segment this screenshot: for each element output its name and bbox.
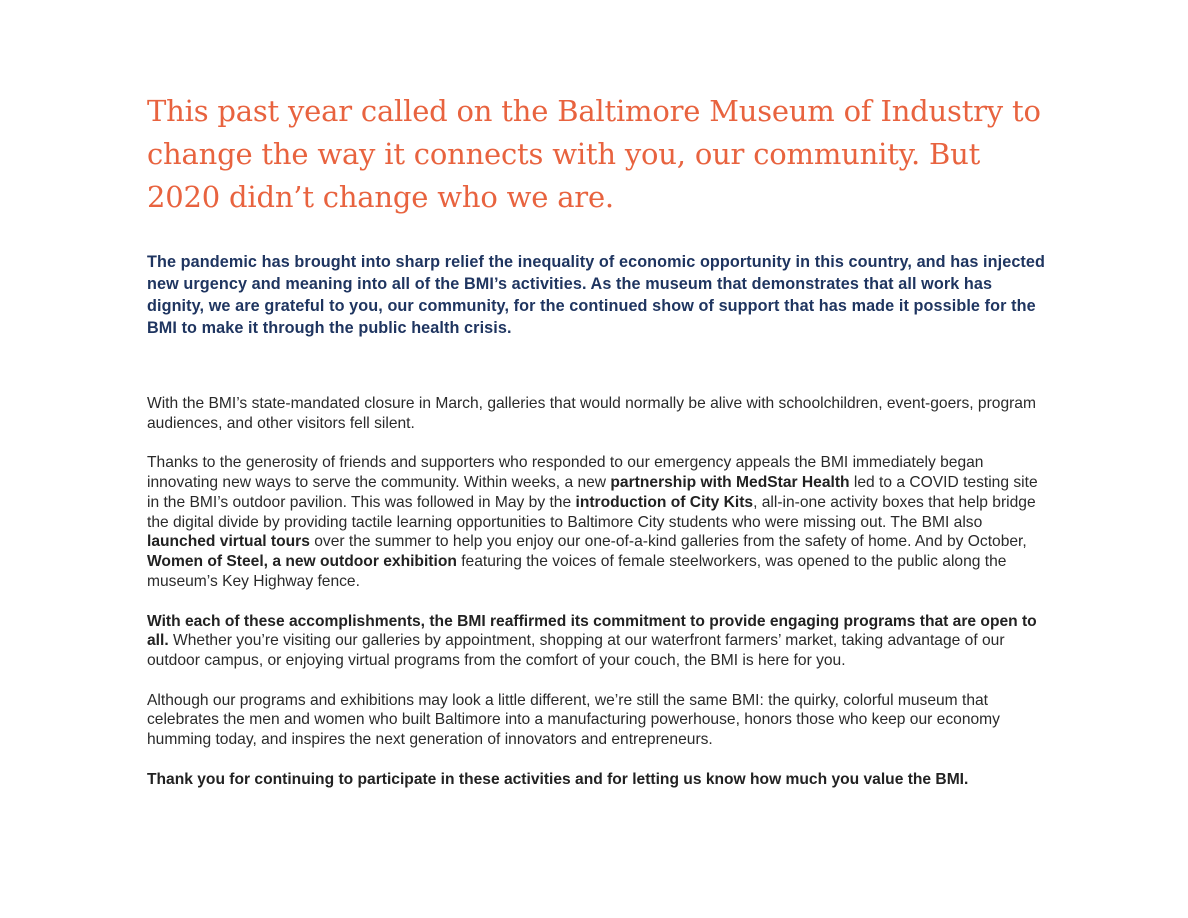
body-text (147, 394, 1047, 790)
intro-paragraph: The pandemic has brought into sharp relief the inequality of economic opportunity in this country, and has injected new urgency and meaning into all of the BMI’s activities. As the museum that demonstrates that all work has dignity, we are grateful to you, our community, for the continued show of support that has made it possible for the BMI to make it through the public health crisis. (147, 253, 1046, 337)
paragraph-text: With the BMI’s state-mandated closure in March, galleries that would normally be alive with schoolchildren, event-goers, program audiences, and other visitors fell silent. (147, 395, 1036, 432)
paragraph-text: over the summer to help you enjoy our one-of-a-kind galleries from the safety of home. And by October, (309, 533, 1027, 551)
paragraph-commitment (147, 612, 1047, 671)
highlight-commitment: With each of these accomplishments, the BMI reaffirmed its commitment to provide engaging programs that are open to all. (147, 612, 1037, 650)
highlight-virtual-tours: launched virtual tours (147, 533, 310, 551)
paragraph-text: featuring the voices of female steelworkers, was opened to the public along the museum’s Key Highway fence. (147, 553, 1007, 591)
highlight-city-kits: introduction of City Kits (575, 493, 754, 511)
paragraph-same-bmi (147, 691, 1047, 750)
highlight-women-of-steel: Women of Steel, a new outdoor exhibition (147, 553, 457, 571)
headline: This past year called on the Baltimore Museum of Industry to change the way it connects with you, our community. But 2020 didn’t change who we are. (147, 94, 1041, 214)
paragraph-text: Although our programs and exhibitions may look a little different, we’re still the same BMI: the quirky, colorful museum that celebrates the men and women who built Baltimore into a manufacturing powerhouse, honors those who keep our economy humming today, and inspires the next generation of innovators and entrepreneurs. (147, 691, 1000, 749)
paragraph-text: Whether you’re visiting our galleries by appointment, shopping at our waterfront farmers’ market, taking advantage of our outdoor campus, or enjoying virtual programs from the comfort of your couch, the BMI is here for you. (147, 632, 1005, 670)
highlight-medstar-partnership: partnership with MedStar Health (610, 474, 850, 492)
paragraph-text: , all-in-one activity boxes that help bridge the digital divide by providing tactile learning opportunities to Baltimore City students who were missing out. The BMI also (147, 493, 1036, 531)
paragraph-innovation (147, 453, 1047, 592)
paragraph-text: led to a COVID testing site in the BMI’s outdoor pavilion. This was followed in May by the (147, 474, 1038, 511)
paragraph-closure (147, 394, 1047, 434)
highlight-thank-you: Thank you for continuing to participate in these activities and for letting us know how much you value the BMI. (147, 770, 969, 788)
paragraph-thank-you (147, 770, 1047, 790)
letter-content (147, 90, 1047, 809)
paragraph-text: Thanks to the generosity of friends and supporters who responded to our emergency appeals the BMI immediately began innovating new ways to serve the community. Within weeks, a new (147, 454, 984, 492)
